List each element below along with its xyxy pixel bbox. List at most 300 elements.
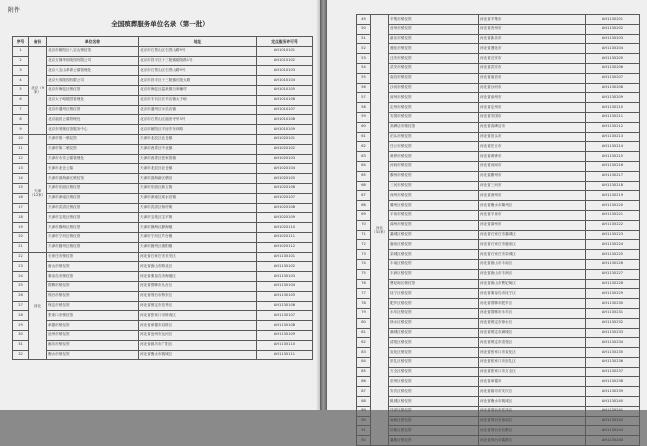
row-number: 64 — [357, 161, 371, 171]
unit-address: 河北省秦皇岛市抚宁区 — [479, 289, 586, 299]
license-code: AH1010104 — [257, 76, 313, 86]
license-code: AH1130225 — [586, 250, 640, 260]
row-number: 16 — [13, 193, 29, 203]
license-code: AH1130230 — [586, 299, 640, 309]
unit-name: 深州市殡仪馆 — [389, 191, 479, 201]
license-code: AH1130101 — [257, 252, 313, 262]
table-row — [13, 213, 313, 223]
license-code: AH1130231 — [586, 308, 640, 318]
row-number: 65 — [357, 171, 371, 181]
table-row — [13, 46, 313, 56]
unit-address: 河北省河间市 — [479, 161, 586, 171]
row-number: 76 — [357, 279, 371, 289]
table-row — [13, 232, 313, 242]
table-row — [13, 105, 313, 115]
license-code: AH1130106 — [257, 301, 313, 311]
unit-address: 河北省唐山市路北区 — [139, 262, 257, 272]
left-page — [0, 0, 320, 410]
row-number: 17 — [13, 203, 29, 213]
license-code: AH1130211 — [586, 112, 640, 122]
row-number: 74 — [357, 259, 371, 269]
unit-name: 唐山市殡仪馆 — [47, 262, 139, 272]
unit-address: 北京市海淀区温泉镇白家疃村 — [139, 85, 257, 95]
row-number: 77 — [357, 289, 371, 299]
table-row — [357, 357, 640, 367]
table-row — [13, 183, 313, 193]
unit-name: 永年区殡仪馆 — [389, 308, 479, 318]
row-number: 2 — [13, 56, 29, 66]
unit-name: 涿州市殡仪馆 — [389, 93, 479, 103]
unit-address: 河北省保定市满城区 — [479, 328, 586, 338]
table-row — [357, 348, 640, 358]
unit-name: 南宫市殡仪馆 — [389, 73, 479, 83]
unit-name: 北京市通州区殡仪馆 — [47, 105, 139, 115]
license-code: AH1130201 — [586, 15, 640, 25]
table-row — [357, 308, 640, 318]
unit-name: 北京东郊殡仪馆服务中心 — [47, 125, 139, 135]
license-code: AH1130243 — [586, 426, 640, 436]
unit-name: 平泉市殡仪馆 — [389, 210, 479, 220]
table-row — [357, 152, 640, 162]
license-code: AH1130108 — [257, 321, 313, 331]
unit-address: 天津市东丽区新立街 — [139, 183, 257, 193]
row-number: 49 — [357, 15, 371, 25]
license-code: AH1010107 — [257, 105, 313, 115]
unit-name: 丰南区殡仪馆 — [389, 259, 479, 269]
license-code: AH1130214 — [586, 142, 640, 152]
unit-address: 河北省邢台市任泽区 — [479, 406, 586, 416]
row-number: 68 — [357, 201, 371, 211]
row-number: 14 — [13, 174, 29, 184]
license-code: AH1130209 — [586, 93, 640, 103]
unit-address: 北京市昌平区十三陵镇昭陵路1号 — [139, 56, 257, 66]
license-code: AH1130229 — [586, 289, 640, 299]
license-code: AH1130241 — [586, 406, 640, 416]
license-code: AH1010106 — [257, 95, 313, 105]
unit-name: 藁城区殡仪馆 — [389, 230, 479, 240]
unit-address: 河北省高碑店市 — [479, 122, 586, 132]
row-number: 84 — [357, 357, 371, 367]
row-number: 69 — [357, 210, 371, 220]
unit-address: 北京市丰台区长辛店镇太子峪 — [139, 95, 257, 105]
row-number: 26 — [13, 291, 29, 301]
unit-name: 任泽区殡仪馆 — [389, 406, 479, 416]
row-number: 86 — [357, 377, 371, 387]
row-number: 18 — [13, 213, 29, 223]
license-code: AH1020109 — [257, 213, 313, 223]
row-number: 66 — [357, 181, 371, 191]
unit-name: 崇州区殡仪馆 — [389, 377, 479, 387]
row-number: 72 — [357, 240, 371, 250]
row-number: 5 — [13, 85, 29, 95]
left-directory-table — [12, 36, 313, 360]
row-number: 29 — [13, 321, 29, 331]
table-row — [13, 223, 313, 233]
row-number: 57 — [357, 93, 371, 103]
table-row — [357, 318, 640, 328]
row-number: 25 — [13, 281, 29, 291]
unit-name: 任丘市殡仪馆 — [389, 142, 479, 152]
license-code: AH1020103 — [257, 154, 313, 164]
unit-address: 河北省涿州市 — [479, 93, 586, 103]
unit-name: 廊坊市殡仪馆 — [47, 340, 139, 350]
unit-name: 三河市殡仪馆 — [389, 181, 479, 191]
license-code: AH1130242 — [586, 416, 640, 426]
unit-name: 万全区殡仪馆 — [389, 367, 479, 377]
unit-address: 河北省石家庄市栾城区 — [479, 250, 586, 260]
license-code: AH1020105 — [257, 174, 313, 184]
unit-address: 河北省石家庄市藁城区 — [479, 230, 586, 240]
unit-address: 河北省霸州市 — [479, 171, 586, 181]
unit-name: 崇礼区殡仪馆 — [389, 357, 479, 367]
license-code: AH1130228 — [586, 279, 640, 289]
table-row — [357, 112, 640, 122]
column-header: 定点服务许可号 — [257, 37, 313, 47]
license-code: AH1130104 — [257, 281, 313, 291]
unit-address: 北京市通州区永乐店镇 — [139, 105, 257, 115]
license-code: AH1130110 — [257, 340, 313, 350]
unit-address: 河北省深州市 — [479, 191, 586, 201]
unit-address: 河北省张家口市宣化区 — [479, 348, 586, 358]
unit-address: 天津市宁河区芦台镇 — [139, 232, 257, 242]
table-row — [357, 132, 640, 142]
row-number: 56 — [357, 83, 371, 93]
table-row — [13, 340, 313, 350]
unit-address: 北京市朝阳区平房乡东坝路 — [139, 125, 257, 135]
unit-address: 河北省承德市双桥区 — [139, 321, 257, 331]
license-code: AH1130235 — [586, 348, 640, 358]
license-code: AH1020108 — [257, 203, 313, 213]
table-row — [357, 289, 640, 299]
license-code: AH1130210 — [586, 103, 640, 113]
table-row — [357, 142, 640, 152]
table-row — [357, 436, 640, 446]
province-cell: 天津（12家） — [29, 134, 47, 252]
row-number: 71 — [357, 230, 371, 240]
table-row — [357, 161, 640, 171]
row-number: 85 — [357, 367, 371, 377]
license-code: AH1130102 — [257, 262, 313, 272]
unit-address: 河北省衡水市桃城区 — [139, 350, 257, 360]
license-code: AH1130109 — [257, 330, 313, 340]
table-row — [357, 201, 640, 211]
row-number: 23 — [13, 262, 29, 272]
unit-address: 河北省保定市竞秀区 — [139, 301, 257, 311]
unit-address: 天津市北辰区北仓镇 — [139, 134, 257, 144]
license-code: AH1010105 — [257, 85, 313, 95]
license-code: AH1130239 — [586, 387, 640, 397]
table-row — [13, 291, 313, 301]
unit-address: 河北省新乐市 — [479, 34, 586, 44]
table-row — [357, 191, 640, 201]
row-number: 52 — [357, 44, 371, 54]
unit-address: 河北省唐山市曹妃甸区 — [479, 279, 586, 289]
province-cell: 北京（9家） — [29, 46, 47, 134]
table-row — [13, 125, 313, 135]
table-row — [13, 272, 313, 282]
license-code: AH1010101 — [257, 46, 313, 56]
unit-address: 天津市宝坻区宝平街 — [139, 213, 257, 223]
unit-name: 肥乡区殡仪馆 — [389, 299, 479, 309]
unit-address: 河北省三河市 — [479, 181, 586, 191]
unit-address: 河北省武安市 — [479, 63, 586, 73]
row-number: 88 — [357, 397, 371, 407]
row-number: 70 — [357, 220, 371, 230]
table-row — [13, 144, 313, 154]
table-row — [357, 54, 640, 64]
table-row — [13, 193, 313, 203]
license-code: AH1130233 — [586, 328, 640, 338]
unit-address: 天津市武清区杨村街 — [139, 203, 257, 213]
unit-address: 河北省辛集市 — [479, 15, 586, 25]
unit-name: 天津市宝坻区殡仪馆 — [47, 213, 139, 223]
table-row — [357, 73, 640, 83]
unit-name: 栾城区殡仪馆 — [389, 250, 479, 260]
table-row — [13, 281, 313, 291]
row-number: 50 — [357, 24, 371, 34]
unit-name: 衡水市殡仪馆 — [47, 350, 139, 360]
unit-address: 河北省遵化市 — [479, 44, 586, 54]
table-row — [13, 350, 313, 360]
unit-name: 天津市武清区殡仪馆 — [47, 203, 139, 213]
unit-name: 遵化市殡仪馆 — [389, 44, 479, 54]
table-row — [13, 203, 313, 213]
table-row — [357, 171, 640, 181]
unit-address: 河北省邢台市信都区 — [479, 426, 586, 436]
unit-name: 张家口市殡仪馆 — [47, 311, 139, 321]
row-number: 10 — [13, 134, 29, 144]
row-number: 82 — [357, 338, 371, 348]
license-code: AH1020112 — [257, 242, 313, 252]
unit-name: 邢台市殡仪馆 — [47, 291, 139, 301]
table-row — [357, 250, 640, 260]
row-number: 1 — [13, 46, 29, 56]
unit-address: 河北省邢台市桥东区 — [139, 291, 257, 301]
row-number: 13 — [13, 164, 29, 174]
unit-name: 鹿泉区殡仪馆 — [389, 240, 479, 250]
row-number: 75 — [357, 269, 371, 279]
table-row — [357, 24, 640, 34]
table-row — [357, 397, 640, 407]
column-header: 序号 — [13, 37, 29, 47]
unit-name: 霸州市殡仪馆 — [389, 171, 479, 181]
license-code: AH1130204 — [586, 44, 640, 54]
license-code: AH1130237 — [586, 367, 640, 377]
row-number: 91 — [357, 426, 371, 436]
unit-address: 河北省张家口市桥西区 — [139, 311, 257, 321]
unit-name: 冀州区殡仪馆 — [389, 201, 479, 211]
table-row — [13, 134, 313, 144]
row-number: 31 — [13, 340, 29, 350]
table-row — [357, 426, 640, 436]
unit-name: 天津市静海区殡仪馆 — [47, 223, 139, 233]
row-number: 89 — [357, 406, 371, 416]
unit-address: 北京市昌平区十三陵镇长陵大路 — [139, 76, 257, 86]
row-number: 55 — [357, 73, 371, 83]
license-code: AH1130212 — [586, 122, 640, 132]
license-code: AH1130206 — [586, 63, 640, 73]
license-code: AH1020102 — [257, 144, 313, 154]
unit-name: 北京太子峪陵园管理处 — [47, 95, 139, 105]
unit-name: 北京天寿陵园有限公司 — [47, 76, 139, 86]
row-number: 90 — [357, 416, 371, 426]
unit-address: 河北省泊头市 — [479, 132, 586, 142]
unit-name: 石家庄市殡仪馆 — [47, 252, 139, 262]
unit-address: 河北省衡水市冀州区 — [479, 201, 586, 211]
license-code: AH1010102 — [257, 56, 313, 66]
license-code: AH1130240 — [586, 397, 640, 407]
row-number: 21 — [13, 242, 29, 252]
license-code: AH1130202 — [586, 24, 640, 34]
unit-address: 河北省保定市徐水区 — [479, 318, 586, 328]
unit-address: 天津市静海区静海镇 — [139, 223, 257, 233]
unit-address: 天津市西青区中北镇 — [139, 144, 257, 154]
unit-name: 天津市第一殡仪馆 — [47, 134, 139, 144]
table-row — [357, 34, 640, 44]
table-row — [13, 76, 313, 86]
unit-address: 天津市蓟州区渔阳镇 — [139, 242, 257, 252]
license-code: AH1130224 — [586, 240, 640, 250]
row-number: 32 — [13, 350, 29, 360]
unit-name: 北京市朝阳区八宝山殡仪馆 — [47, 46, 139, 56]
unit-address: 河北省平泉市 — [479, 210, 586, 220]
table-header-row — [13, 37, 313, 47]
unit-name: 襄都区殡仪馆 — [389, 436, 479, 446]
table-row — [357, 269, 640, 279]
table-row — [357, 220, 640, 230]
unit-address: 河北省迁安市 — [479, 54, 586, 64]
unit-address: 河北省邯郸市肥乡区 — [479, 299, 586, 309]
license-code: AH1130218 — [586, 181, 640, 191]
unit-name: 晋州市殡仪馆 — [389, 24, 479, 34]
license-code: AH1130236 — [586, 357, 640, 367]
unit-name: 徐水区殡仪馆 — [389, 318, 479, 328]
unit-address: 天津市滨海新区塘沽 — [139, 174, 257, 184]
province-cell: 河北 — [29, 252, 47, 360]
license-code: AH1130222 — [586, 220, 640, 230]
license-code: AH1130105 — [257, 291, 313, 301]
unit-address: 河北省邢台市南和区 — [479, 416, 586, 426]
unit-address: 河北省南宫市 — [479, 73, 586, 83]
unit-name: 信都区殡仪馆 — [389, 426, 479, 436]
row-number: 83 — [357, 348, 371, 358]
row-number: 30 — [13, 330, 29, 340]
license-code: AH1130111 — [257, 350, 313, 360]
unit-name: 天津市津南区殡仪馆 — [47, 193, 139, 203]
row-number: 79 — [357, 308, 371, 318]
unit-address: 北京市石景山区福田寺甲3号 — [139, 115, 257, 125]
unit-address: 河北省邯郸市永年区 — [479, 308, 586, 318]
unit-name: 承德市殡仪馆 — [47, 321, 139, 331]
column-header: 地址 — [139, 37, 257, 47]
book-gutter — [320, 0, 327, 410]
unit-name: 清苑区殡仪馆 — [389, 338, 479, 348]
license-code: AH1130213 — [586, 132, 640, 142]
annex-label: 附件 — [8, 7, 21, 14]
unit-name: 安国市殡仪馆 — [389, 112, 479, 122]
unit-name: 北京万佛华侨陵园有限公司 — [47, 56, 139, 66]
unit-name: 高碑店市殡仪馆 — [389, 122, 479, 132]
province-cell: 河北（31家） — [371, 15, 389, 446]
license-code: AH1130207 — [586, 73, 640, 83]
table-row — [357, 93, 640, 103]
unit-address: 天津市西青区张家窝镇 — [139, 154, 257, 164]
unit-name: 天津市第二殡仪馆 — [47, 144, 139, 154]
row-number: 8 — [13, 115, 29, 125]
license-code: AH1130220 — [586, 201, 640, 211]
row-number: 15 — [13, 183, 29, 193]
row-number: 53 — [357, 54, 371, 64]
license-code: AH1020106 — [257, 183, 313, 193]
right-directory-table — [356, 14, 640, 446]
row-number: 24 — [13, 272, 29, 282]
table-row — [357, 406, 640, 416]
row-number: 54 — [357, 63, 371, 73]
unit-name: 新乐市殡仪馆 — [389, 34, 479, 44]
unit-name: 保定市殡仪馆 — [47, 301, 139, 311]
table-row — [357, 387, 640, 397]
unit-name: 宣化区殡仪馆 — [389, 348, 479, 358]
row-number: 61 — [357, 132, 371, 142]
unit-name: 丰润区殡仪馆 — [389, 269, 479, 279]
row-number: 3 — [13, 66, 29, 76]
table-row — [357, 210, 640, 220]
row-number: 12 — [13, 154, 29, 164]
row-number: 60 — [357, 122, 371, 132]
table-row — [13, 301, 313, 311]
table-row — [13, 164, 313, 174]
unit-address: 河北省邯郸市丛台区 — [139, 281, 257, 291]
license-code: AH1130221 — [586, 210, 640, 220]
table-row — [357, 259, 640, 269]
unit-address: 河北省定州市 — [479, 103, 586, 113]
table-row — [357, 83, 640, 93]
table-row — [13, 115, 313, 125]
table-row — [357, 338, 640, 348]
table-row — [13, 252, 313, 262]
table-row — [357, 367, 640, 377]
row-number: 73 — [357, 250, 371, 260]
license-code: AH1130103 — [257, 272, 313, 282]
unit-address: 河北省晋州市 — [479, 24, 586, 34]
license-code: AH1010109 — [257, 125, 313, 135]
unit-name: 天津市东丽区殡仪馆 — [47, 183, 139, 193]
row-number: 6 — [13, 95, 29, 105]
table-row — [13, 311, 313, 321]
table-row — [357, 299, 640, 309]
right-page — [327, 0, 647, 442]
license-code: AH1020101 — [257, 134, 313, 144]
license-code: AH1020110 — [257, 223, 313, 233]
unit-name: 北京八宝山革命公墓管理处 — [47, 66, 139, 76]
unit-name: 黄骅市殡仪馆 — [389, 152, 479, 162]
row-number: 63 — [357, 152, 371, 162]
table-row — [357, 122, 640, 132]
license-code: AH1130107 — [257, 311, 313, 321]
table-row — [13, 95, 313, 105]
table-row — [13, 66, 313, 76]
unit-name: 天津市滨海新区殡仪馆 — [47, 174, 139, 184]
unit-address: 河北省邢台市襄都区 — [479, 436, 586, 446]
unit-address: 河北省滦州市 — [479, 220, 586, 230]
table-row — [357, 103, 640, 113]
row-number: 9 — [13, 125, 29, 135]
unit-name: 北京市海淀区殡仪馆 — [47, 85, 139, 95]
row-number: 19 — [13, 223, 29, 233]
table-row — [13, 154, 313, 164]
table-row — [13, 56, 313, 66]
unit-name: 迁安市殡仪馆 — [389, 54, 479, 64]
